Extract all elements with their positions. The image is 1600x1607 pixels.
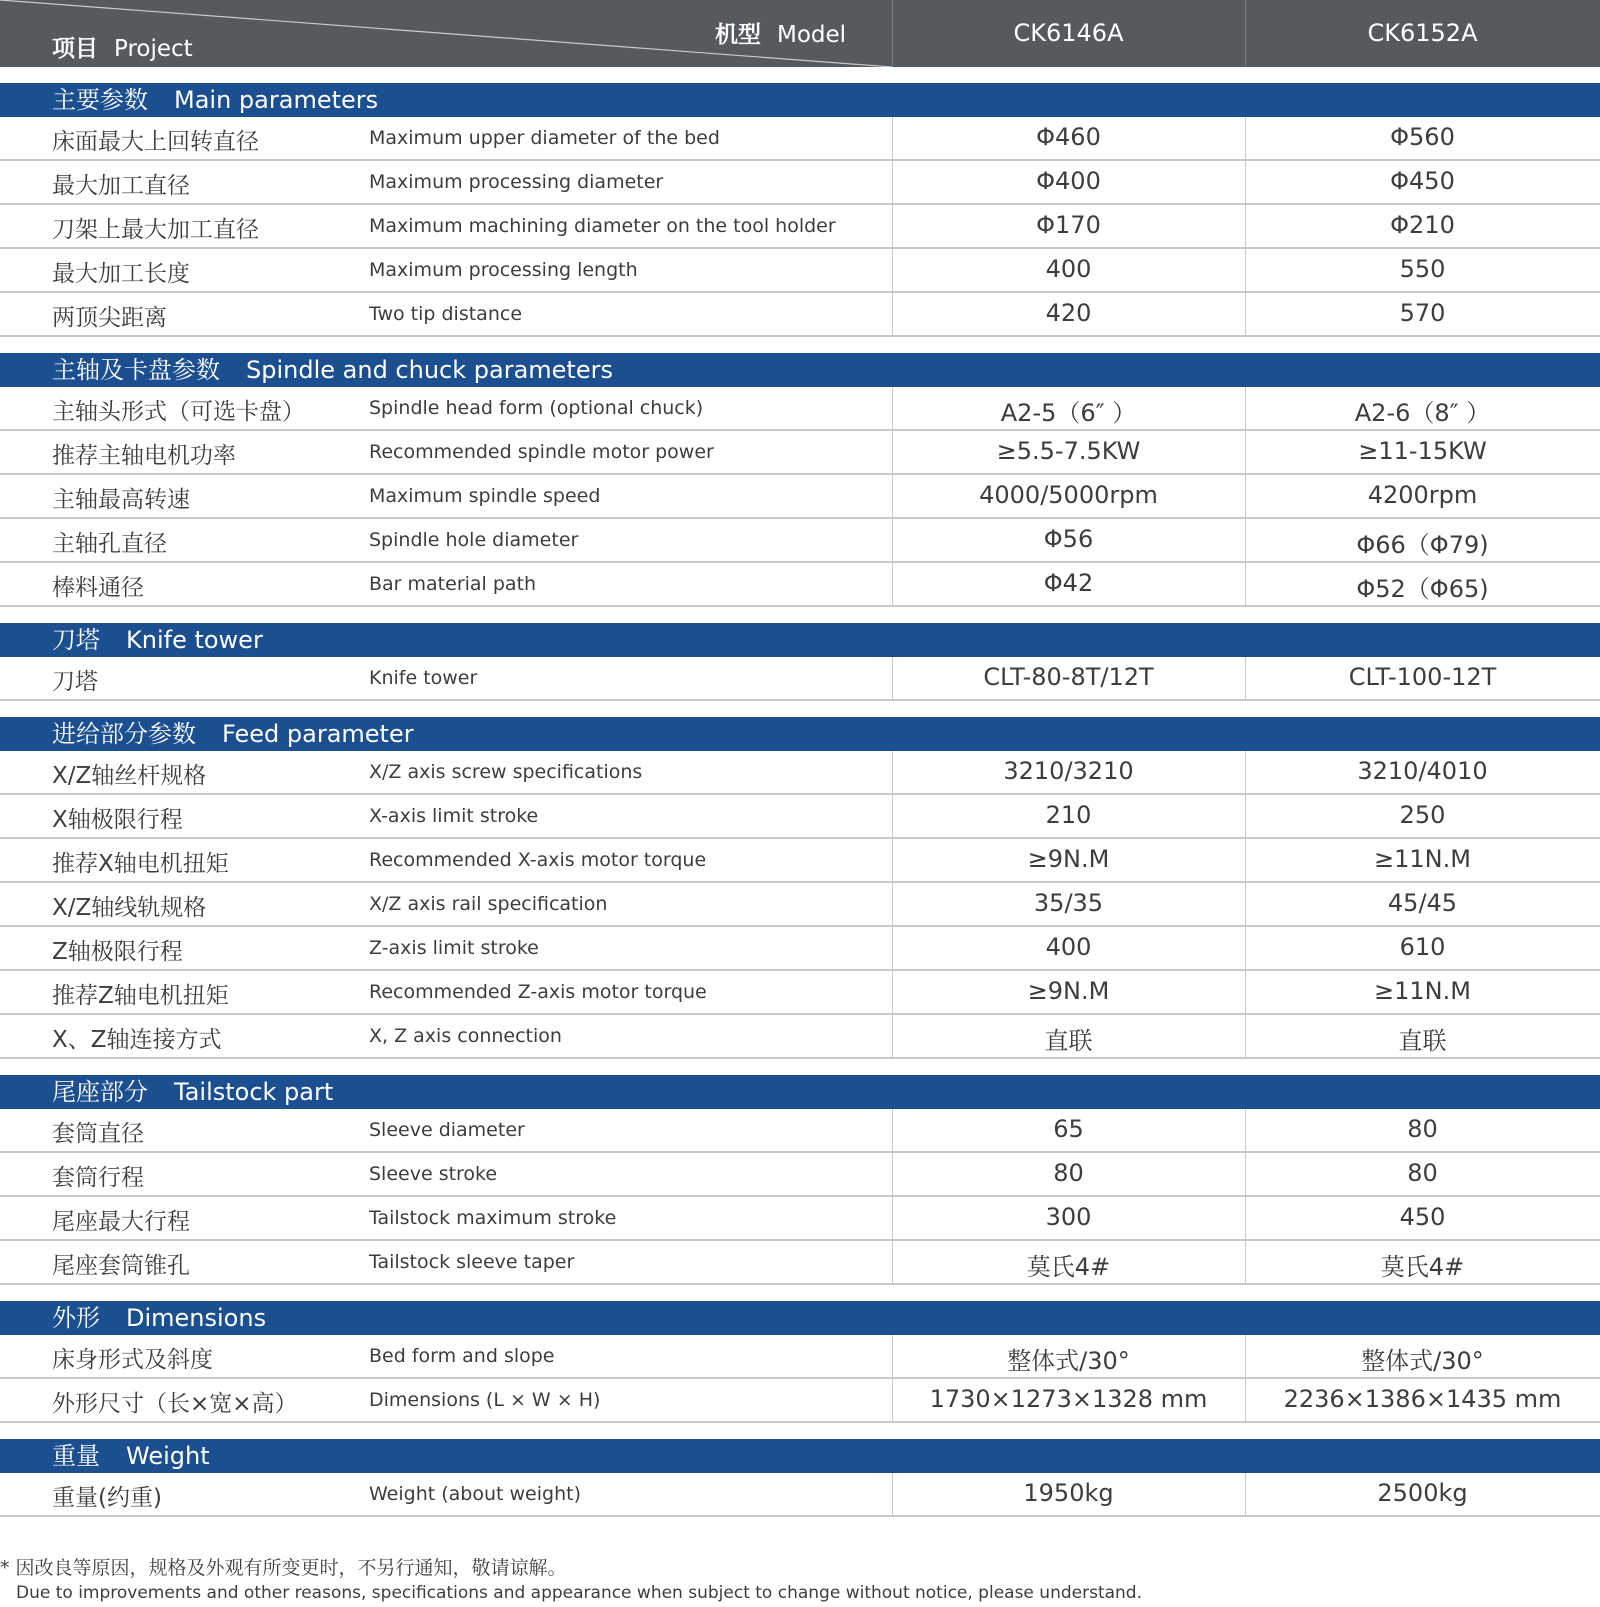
table-row bbox=[0, 161, 1600, 205]
param-name-en: X/Z axis screw specifications bbox=[369, 761, 643, 783]
value-model-1: Φ56 bbox=[1043, 525, 1094, 553]
param-name-zh: X、Z轴连接方式 bbox=[52, 1027, 222, 1053]
value-model-1: A2-5（6″ ） bbox=[1000, 399, 1137, 427]
value-model-2: 2236×1386×1435 mm bbox=[1283, 1385, 1562, 1413]
value-model-2: Φ66（Φ79) bbox=[1356, 531, 1489, 559]
table-row bbox=[0, 839, 1600, 883]
param-name-zh: 主轴头形式（可选卡盘） bbox=[52, 399, 305, 425]
value-model-2: 80 bbox=[1407, 1159, 1438, 1187]
section-title-en: Weight bbox=[126, 1442, 210, 1470]
table-row bbox=[0, 387, 1600, 431]
table-row bbox=[0, 1153, 1600, 1197]
section-title-zh: 外形 bbox=[52, 1304, 100, 1332]
section-title-en: Spindle and chuck parameters bbox=[246, 356, 613, 384]
value-model-1: Φ460 bbox=[1036, 123, 1101, 151]
param-name-en: Recommended X-axis motor torque bbox=[369, 849, 707, 871]
table-row bbox=[0, 883, 1600, 927]
value-model-1: 65 bbox=[1053, 1115, 1084, 1143]
value-model-1: 整体式/30° bbox=[1007, 1347, 1130, 1375]
value-model-1: 1730×1273×1328 mm bbox=[929, 1385, 1208, 1413]
param-name-zh: 套筒行程 bbox=[52, 1165, 144, 1191]
param-name-en: X-axis limit stroke bbox=[369, 805, 539, 827]
param-name-zh: Z轴极限行程 bbox=[52, 939, 183, 965]
param-name-en: Spindle head form (optional chuck) bbox=[369, 397, 704, 419]
param-name-zh: 尾座最大行程 bbox=[52, 1209, 190, 1235]
param-name-zh: 刀架上最大加工直径 bbox=[52, 217, 259, 243]
value-model-2: 550 bbox=[1399, 255, 1446, 283]
param-name-en: Z-axis limit stroke bbox=[369, 937, 539, 959]
value-model-2: ≥11N.M bbox=[1374, 977, 1471, 1005]
param-name-zh: 重量(约重) bbox=[52, 1485, 162, 1511]
value-model-1: CLT-80-8T/12T bbox=[983, 663, 1154, 691]
param-name-zh: 床面最大上回转直径 bbox=[52, 129, 259, 155]
value-model-2: CLT-100-12T bbox=[1348, 663, 1497, 691]
param-name-en: Tailstock sleeve taper bbox=[369, 1251, 575, 1273]
header-model-en: Model bbox=[777, 22, 847, 48]
section-title bbox=[52, 83, 378, 117]
table-row bbox=[0, 1109, 1600, 1153]
param-name-zh: 尾座套筒锥孔 bbox=[52, 1253, 190, 1279]
header-project-label bbox=[52, 30, 193, 63]
value-model-1: 直联 bbox=[1044, 1027, 1093, 1055]
section-title bbox=[52, 1075, 333, 1109]
param-name-zh: 棒料通径 bbox=[52, 575, 144, 601]
table-row bbox=[0, 431, 1600, 475]
section-title-en: Main parameters bbox=[174, 86, 379, 114]
value-model-2: 80 bbox=[1407, 1115, 1438, 1143]
table-row bbox=[0, 1015, 1600, 1059]
value-model-1: 400 bbox=[1045, 255, 1092, 283]
section-header bbox=[0, 1439, 1600, 1473]
table-header bbox=[0, 0, 1600, 67]
param-name-en: Spindle hole diameter bbox=[369, 529, 579, 551]
header-model-label bbox=[715, 16, 846, 49]
param-name-zh: 推荐主轴电机功率 bbox=[52, 443, 236, 469]
param-name-zh: 最大加工长度 bbox=[52, 261, 190, 287]
param-name-en: Tailstock maximum stroke bbox=[369, 1207, 617, 1229]
table-row bbox=[0, 1335, 1600, 1379]
value-model-2: 4200rpm bbox=[1367, 481, 1478, 509]
section-title-en: Tailstock part bbox=[174, 1078, 334, 1106]
param-name-zh: 推荐X轴电机扭矩 bbox=[52, 851, 229, 877]
table-row bbox=[0, 1197, 1600, 1241]
value-model-1: Φ170 bbox=[1036, 211, 1101, 239]
value-model-2: 610 bbox=[1399, 933, 1446, 961]
param-name-zh: 套筒直径 bbox=[52, 1121, 144, 1147]
section-title bbox=[52, 623, 263, 657]
value-model-1: 300 bbox=[1045, 1203, 1092, 1231]
param-name-en: Two tip distance bbox=[369, 303, 523, 325]
value-model-2: ≥11N.M bbox=[1374, 845, 1471, 873]
value-model-2: 3210/4010 bbox=[1357, 757, 1488, 785]
table-row bbox=[0, 1379, 1600, 1423]
section-title-en: Knife tower bbox=[126, 626, 263, 654]
section-header bbox=[0, 1301, 1600, 1335]
param-name-zh: X/Z轴线轨规格 bbox=[52, 895, 207, 921]
table-row bbox=[0, 249, 1600, 293]
section-title-zh: 刀塔 bbox=[52, 626, 100, 654]
param-name-en: Recommended spindle motor power bbox=[369, 441, 714, 463]
param-name-zh: X轴极限行程 bbox=[52, 807, 183, 833]
param-name-en: Knife tower bbox=[369, 667, 478, 689]
value-model-1: 1950kg bbox=[1023, 1479, 1114, 1507]
param-name-zh: 外形尺寸（长×宽×高） bbox=[52, 1391, 298, 1417]
param-name-en: Sleeve diameter bbox=[369, 1119, 525, 1141]
footnote-zh: * 因改良等原因，规格及外观有所变更时，不另行通知，敬请谅解。 bbox=[0, 1557, 567, 1579]
section-title-zh: 主轴及卡盘参数 bbox=[52, 356, 220, 384]
value-model-2: 450 bbox=[1399, 1203, 1446, 1231]
section-title bbox=[52, 353, 613, 387]
param-name-en: Maximum processing diameter bbox=[369, 171, 664, 193]
param-name-en: Sleeve stroke bbox=[369, 1163, 498, 1185]
param-name-en: Maximum spindle speed bbox=[369, 485, 601, 507]
header-model-2: CK6152A bbox=[1367, 19, 1478, 47]
table-row bbox=[0, 1241, 1600, 1285]
section-title-zh: 尾座部分 bbox=[52, 1078, 148, 1106]
value-model-1: 35/35 bbox=[1033, 889, 1104, 917]
value-model-2: 整体式/30° bbox=[1361, 1347, 1484, 1375]
param-name-en: Bed form and slope bbox=[369, 1345, 555, 1367]
section-header bbox=[0, 623, 1600, 657]
header-model-zh: 机型 bbox=[715, 22, 761, 48]
value-model-1: 420 bbox=[1045, 299, 1092, 327]
param-name-zh: 主轴最高转速 bbox=[52, 487, 190, 513]
param-name-en: Bar material path bbox=[369, 573, 537, 595]
value-model-1: 莫氏4# bbox=[1026, 1253, 1111, 1281]
table-row bbox=[0, 927, 1600, 971]
section-title-zh: 主要参数 bbox=[52, 86, 148, 114]
section-title bbox=[52, 1301, 266, 1335]
param-name-zh: 最大加工直径 bbox=[52, 173, 190, 199]
value-model-2: 莫氏4# bbox=[1380, 1253, 1465, 1281]
param-name-en: Weight (about weight) bbox=[369, 1483, 581, 1505]
table-row bbox=[0, 795, 1600, 839]
value-model-1: 210 bbox=[1045, 801, 1092, 829]
table-row bbox=[0, 751, 1600, 795]
header-model-1: CK6146A bbox=[1013, 19, 1124, 47]
section-title-zh: 进给部分参数 bbox=[52, 720, 196, 748]
table-row bbox=[0, 657, 1600, 701]
param-name-en: Maximum upper diameter of the bed bbox=[369, 127, 720, 149]
value-model-1: ≥9N.M bbox=[1027, 845, 1110, 873]
section-header bbox=[0, 353, 1600, 387]
table-row bbox=[0, 519, 1600, 563]
table-row bbox=[0, 205, 1600, 249]
table-row bbox=[0, 563, 1600, 607]
param-name-en: Dimensions (L × W × H) bbox=[369, 1389, 601, 1411]
value-model-1: 4000/5000rpm bbox=[979, 481, 1158, 509]
param-name-zh: X/Z轴丝杆规格 bbox=[52, 763, 207, 789]
value-model-2: Φ52（Φ65) bbox=[1356, 575, 1489, 603]
section-title-zh: 重量 bbox=[52, 1442, 100, 1470]
param-name-en: Maximum processing length bbox=[369, 259, 638, 281]
section-title bbox=[52, 717, 414, 751]
param-name-en: Recommended Z-axis motor torque bbox=[369, 981, 707, 1003]
param-name-en: Maximum machining diameter on the tool holder bbox=[369, 215, 836, 237]
footnote-en: Due to improvements and other reasons, specifications and appearance when subject to change without notice, please understand. bbox=[16, 1583, 1142, 1603]
value-model-1: 400 bbox=[1045, 933, 1092, 961]
param-name-en: X/Z axis rail specification bbox=[369, 893, 608, 915]
table-row bbox=[0, 475, 1600, 519]
header-project-zh: 项目 bbox=[52, 36, 98, 62]
value-model-1: Φ400 bbox=[1036, 167, 1101, 195]
section-header bbox=[0, 1075, 1600, 1109]
table-row bbox=[0, 971, 1600, 1015]
value-model-2: 570 bbox=[1399, 299, 1446, 327]
table-row bbox=[0, 1473, 1600, 1517]
value-model-2: 250 bbox=[1399, 801, 1446, 829]
section-header bbox=[0, 717, 1600, 751]
value-model-1: ≥9N.M bbox=[1027, 977, 1110, 1005]
value-model-1: 80 bbox=[1053, 1159, 1084, 1187]
value-model-2: A2-6（8″ ） bbox=[1354, 399, 1491, 427]
value-model-2: Φ210 bbox=[1390, 211, 1455, 239]
header-project-en: Project bbox=[114, 36, 193, 62]
param-name-zh: 推荐Z轴电机扭矩 bbox=[52, 983, 229, 1009]
value-model-1: 3210/3210 bbox=[1003, 757, 1134, 785]
section-title bbox=[52, 1439, 210, 1473]
value-model-2: ≥11-15KW bbox=[1358, 437, 1487, 465]
param-name-zh: 刀塔 bbox=[52, 669, 98, 695]
table-row bbox=[0, 293, 1600, 337]
value-model-2: Φ450 bbox=[1390, 167, 1455, 195]
value-model-2: 45/45 bbox=[1387, 889, 1458, 917]
param-name-zh: 床身形式及斜度 bbox=[52, 1347, 213, 1373]
value-model-1: ≥5.5-7.5KW bbox=[996, 437, 1141, 465]
param-name-en: X, Z axis connection bbox=[369, 1025, 562, 1047]
section-title-en: Feed parameter bbox=[222, 720, 414, 748]
value-model-2: 2500kg bbox=[1377, 1479, 1468, 1507]
value-model-2: 直联 bbox=[1398, 1027, 1447, 1055]
section-title-en: Dimensions bbox=[126, 1304, 267, 1332]
table-row bbox=[0, 117, 1600, 161]
value-model-1: Φ42 bbox=[1043, 569, 1094, 597]
value-model-2: Φ560 bbox=[1390, 123, 1455, 151]
section-header bbox=[0, 83, 1600, 117]
param-name-zh: 主轴孔直径 bbox=[52, 531, 167, 557]
param-name-zh: 两顶尖距离 bbox=[52, 305, 167, 331]
